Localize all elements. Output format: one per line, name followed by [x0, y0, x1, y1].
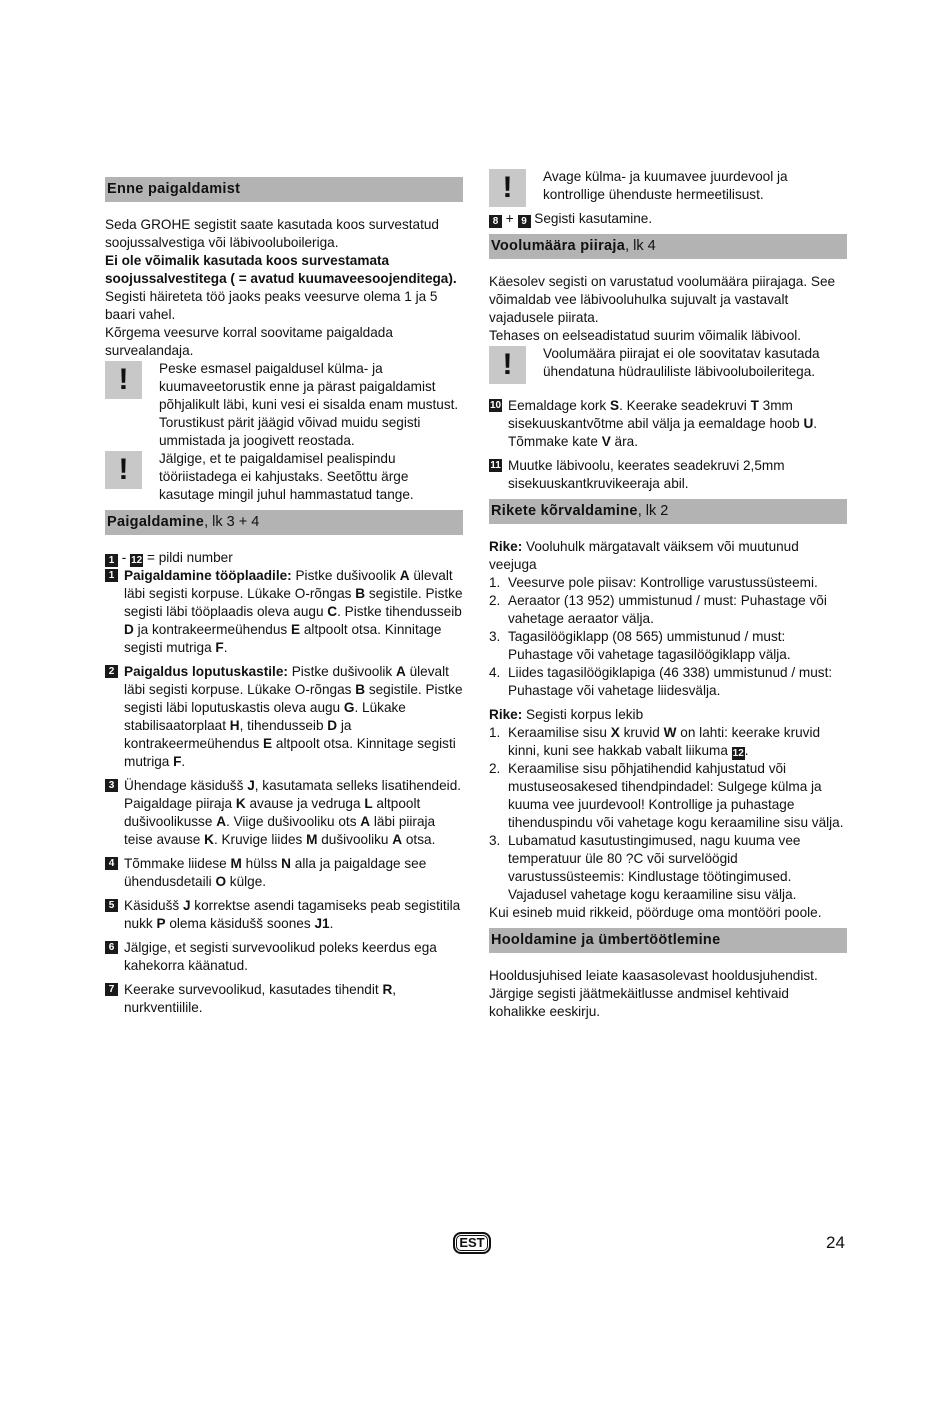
right-column — [489, 168, 847, 1021]
step-number-badge: 4 — [105, 857, 118, 870]
step-text: Keerake survevoolikud, kasutades tihendit R, nurkventiilile. — [124, 982, 397, 1015]
warning-text: Jälgige, et te paigaldamisel pealispindu tööriistadega ei kahjustaks. Seetõttu ärge kasutage mingil juhul hammastatud tange. — [159, 451, 414, 502]
paragraph: Hooldusjuhised leiate kaasasolevast hooldusjuhendist. Järgige segisti jäätmekäitlusse andmisel kehtivaid kohalikke eeskirju. — [489, 968, 818, 1019]
step-item — [105, 663, 463, 771]
step-item — [105, 897, 463, 933]
step-number-badge: 5 — [105, 899, 118, 912]
step-item — [105, 855, 463, 891]
step-item — [105, 777, 463, 849]
warning-note — [489, 345, 847, 381]
list-number: 4. — [489, 665, 501, 680]
step-text: Muutke läbivoolu, keerates seadekruvi 2,5mm sisekuuskantkruvikeeraja abil. — [508, 458, 785, 491]
step-text: Paigaldus loputuskastile: Pistke dušivoolik A ülevalt läbi segisti korpuse. Lükake O-rõngas B segistile. Pistke segisti läbi loputuskastis oleva augu G. Lükake stabilisaatorplaat H, tihendusseib D ja kontrakeermeühendus E altpoolt otsa. Kinnitage segisti mutriga F. — [124, 664, 463, 769]
fault-label: Rike: — [489, 707, 523, 722]
list-number: 2. — [489, 761, 501, 776]
list-item — [489, 628, 847, 664]
list-text: Keraamilise sisu X kruvid W on lahti: keerake kruvid kinni, kuni see hakkab vabalt liikuma 12. — [508, 725, 821, 759]
step-number-badge: 10 — [490, 400, 502, 411]
legend-line — [105, 549, 463, 567]
list-text: Aeraator (13 952) ummistunud / must: Puhastage või vahetage aeraator välja. — [508, 593, 827, 626]
step-item — [105, 939, 463, 975]
heading-page-ref: , lk 4 — [625, 238, 656, 254]
heading-text: Hooldamine ja ümbertöötlemine — [491, 932, 721, 948]
list-item — [489, 592, 847, 628]
paragraph: Käesolev segisti on varustatud voolumäära piirajaga. See võimaldab vee läbivooluhulka sujuvalt ja vastavalt vajadusele piirata. — [489, 274, 836, 325]
section-heading-installation — [105, 510, 463, 535]
fault-line — [489, 706, 847, 724]
fault-label: Rike: — [489, 539, 523, 554]
warning-text: Voolumäära piirajat ei ole soovitatav kasutada ühendatuna hüdrauliliste läbivooluboileritega. — [543, 346, 820, 379]
fault-line — [489, 538, 847, 574]
country-badge: EST — [453, 1232, 491, 1254]
paragraph: Tehases on eelseadistatud suurim võimalik läbivool. — [489, 328, 802, 343]
warning-note — [105, 360, 463, 450]
number-badge: 9 — [518, 215, 531, 228]
fault-text: Vooluhulk märgatavalt väiksem või muutunud veejuga — [489, 539, 799, 572]
list-text: Liides tagasilöögiklapiga (46 338) ummistunud / must: Puhastage või vahetage liidesvälja. — [508, 665, 833, 698]
step-number-badge: 1 — [105, 569, 118, 582]
warning-note — [105, 450, 463, 504]
heading-text: Enne paigaldamist — [107, 181, 241, 197]
step-text: Eemaldage kork S. Keerake seadekruvi T 3mm sisekuuskantvõtme abil välja ja eemaldage hoob U. Tõmmake kate V ära. — [508, 398, 818, 449]
list-text: Tagasilöögiklapp (08 565) ummistunud / must: Puhastage või vahetage tagasilöögiklapp välja. — [508, 629, 791, 662]
step-number-badge: 7 — [105, 983, 118, 996]
heading-page-ref: , lk 2 — [637, 503, 669, 519]
list-number: 3. — [489, 629, 501, 644]
step-number-badge: 3 — [105, 779, 118, 792]
section-heading-before-installation — [105, 177, 463, 202]
paragraph: Kui esineb muid rikkeid, pöörduge oma montööri poole. — [489, 905, 822, 920]
exclamation-icon: ! — [105, 451, 142, 489]
list-number: 3. — [489, 833, 501, 848]
fault-text: Segisti korpus lekib — [522, 707, 644, 722]
step-item — [489, 457, 847, 493]
legend-sep: - — [118, 550, 131, 565]
heading-text: Voolumäära piiraja — [491, 238, 626, 254]
paragraph-bold: Ei ole võimalik kasutada koos survestamata soojussalvestitega ( = avatud kuumaveesoojenditega). — [105, 253, 457, 286]
fault-list — [489, 574, 847, 700]
paragraph: Kõrgema veesurve korral soovitame paigaldada survealandaja. — [105, 325, 393, 358]
usage-line — [489, 210, 847, 228]
paragraph: Seda GROHE segistit saate kasutada koos survestatud soojussalvestiga või läbivooluboileriga. — [105, 217, 439, 250]
list-item — [489, 832, 847, 904]
list-text: Veesurve pole piisav: Kontrollige varustussüsteemi. — [508, 575, 818, 590]
paragraph: Segisti häireteta töö jaoks peaks veesurve olema 1 ja 5 baari vahel. — [105, 289, 438, 322]
usage-text: Segisti kasutamine. — [530, 211, 653, 226]
warning-text: Avage külma- ja kuumavee juurdevool ja kontrollige ühenduste hermeetilisust. — [543, 169, 788, 202]
warning-note — [489, 168, 847, 204]
list-item — [489, 724, 847, 760]
step-number-badge: 6 — [105, 941, 118, 954]
section-heading-flow-limiter — [489, 234, 847, 259]
step-text: Jälgige, et segisti survevoolikud poleks keerdus ega kahekorra käänatud. — [124, 940, 437, 973]
warning-text: Peske esmasel paigaldusel külma- ja kuumaveetorustik enne ja pärast paigaldamist põhjalikult läbi, kuni vesi ei sisalda enam mustust. Torustikust pärit jäägid võivad muidu segisti ummistada ja joogivett reostada. — [159, 361, 459, 448]
step-number-badge: 11 — [490, 460, 501, 471]
step-item — [105, 981, 463, 1017]
page-number: 24 — [826, 1233, 845, 1252]
left-column — [105, 177, 463, 1023]
fault-list — [489, 724, 847, 904]
number-badge: 12 — [131, 555, 143, 566]
exclamation-icon: ! — [489, 346, 526, 384]
step-text: Käsidušš J korrektse asendi tagamiseks peab segistitila nukk P olema käsidušš soones J1. — [124, 898, 461, 931]
step-text: Paigaldamine tööplaadile: Pistke dušivoolik A ülevalt läbi segisti korpuse. Lükake O-rõngas B segistile. Pistke segisti läbi tööplaadis oleva augu C. Pistke tihendusseib D ja kontrakeermeühendus E altpoolt otsa. Kinnitage segisti mutriga F. — [124, 568, 463, 655]
heading-page-ref: , lk 3 + 4 — [204, 514, 260, 530]
plus-sign: + — [502, 211, 518, 226]
section-heading-maintenance — [489, 928, 847, 953]
section-heading-troubleshooting — [489, 499, 847, 524]
list-number: 2. — [489, 593, 501, 608]
heading-text: Paigaldamine — [107, 514, 205, 530]
list-text: Keraamilise sisu põhjatihendid kahjustatud või mustuseosakesed tihendpindadel: Sulgege külma ja kuuma vee juurdevool! Kontrollige ja puhastage tihenduspindu või vahetage kogu keraamiline sisu välja. — [508, 761, 844, 830]
list-item — [489, 760, 847, 832]
heading-text: Rikete kõrvaldamine — [491, 503, 638, 519]
list-number: 1. — [489, 725, 501, 740]
number-badge: 8 — [489, 215, 502, 228]
list-text: Lubamatud kasutustingimused, nagu kuuma vee temperatuur üle 80 ?C või survelöögid varustussüsteemis: Kindlustage töötingimused. Vajadusel vahetage kogu keraamiline sisu välja. — [508, 833, 801, 902]
step-text: Tõmmake liidese M hülss N alla ja paigaldage see ühendusdetaili O külge. — [124, 856, 427, 889]
step-number-badge: 2 — [105, 665, 118, 678]
legend-text: = pildi number — [143, 550, 233, 565]
step-item — [105, 567, 463, 657]
installation-steps — [105, 567, 463, 1017]
exclamation-icon: ! — [489, 169, 526, 207]
step-item — [489, 397, 847, 451]
number-badge: 1 — [105, 554, 118, 567]
list-item — [489, 664, 847, 700]
list-item — [489, 574, 847, 592]
step-text: Ühendage käsidušš J, kasutamata selleks lisatihendeid. Paigaldage piiraja K avause ja vedruga L altpoolt dušivoolikusse A. Viige dušivooliku ots A läbi piiraja teise avause K. Kruvige liides M dušivooliku A otsa. — [124, 778, 462, 847]
flow-limiter-steps — [489, 397, 847, 493]
list-number: 1. — [489, 575, 501, 590]
exclamation-icon: ! — [105, 361, 142, 399]
